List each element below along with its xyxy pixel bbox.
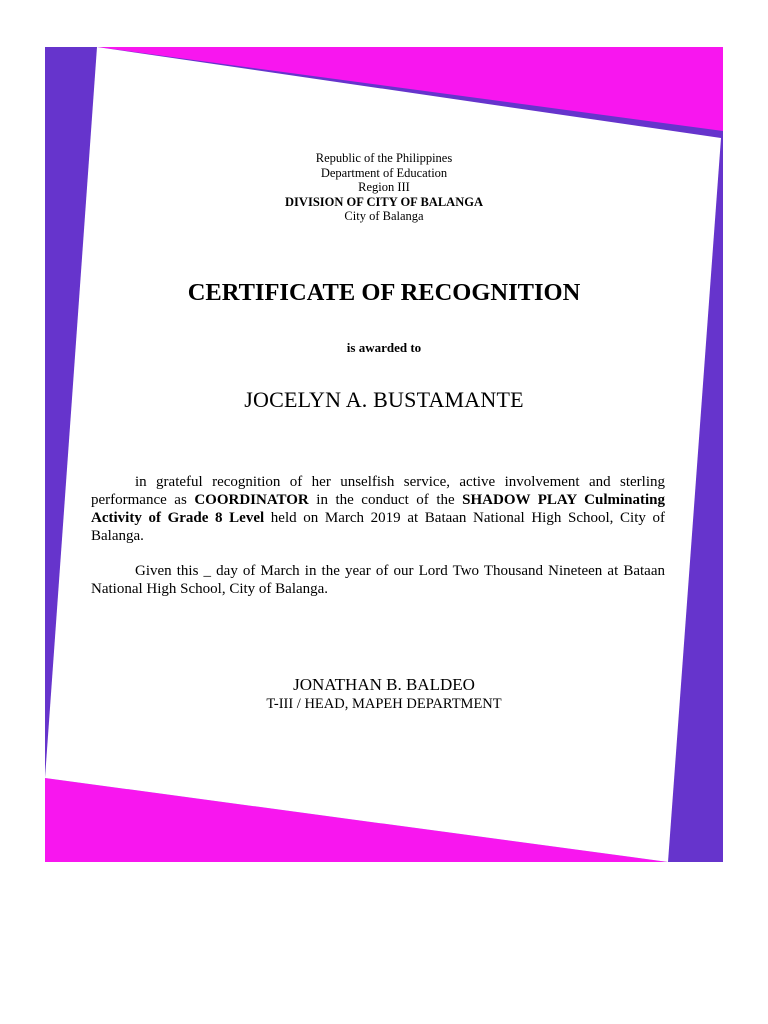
letterhead-region: Region III [358,180,410,194]
letterhead-country: Republic of the Philippines [315,151,453,165]
recipient-name: JOCELYN A. BUSTAMANTE [244,387,524,412]
letterhead [0,151,768,224]
given-date-paragraph: Given this _ day of March in the year of our Lord Two Thousand Nineteen at Bataan National High School, City of Balanga. [91,563,665,597]
signatory-position: T-III / HEAD, MAPEH DEPARTMENT [266,696,502,712]
role-text: COORDINATOR [194,492,309,508]
letterhead-division: DIVISION OF CITY OF BALANGA [285,194,483,209]
letterhead-department: Department of Education [320,165,448,180]
recognition-paragraph [91,473,665,545]
activity-text: SHADOW PLAY Culminating Activity of Grade 8 Level [91,492,666,526]
certificate-title: CERTIFICATE OF RECOGNITION [187,279,581,306]
awarded-to-text: is awarded to [346,340,422,355]
signatory-name: JONATHAN B. BALDEO [293,675,475,694]
recognition-text-end: held on March 2019 at Bataan National High School, City of Balanga. [91,510,665,544]
recognition-text-middle: in the conduct of the [308,492,463,508]
letterhead-city: City of Balanga [344,209,424,223]
recognition-text-intro: in grateful recognition of her unselfish service, active involvement and sterling performance as [91,474,665,508]
